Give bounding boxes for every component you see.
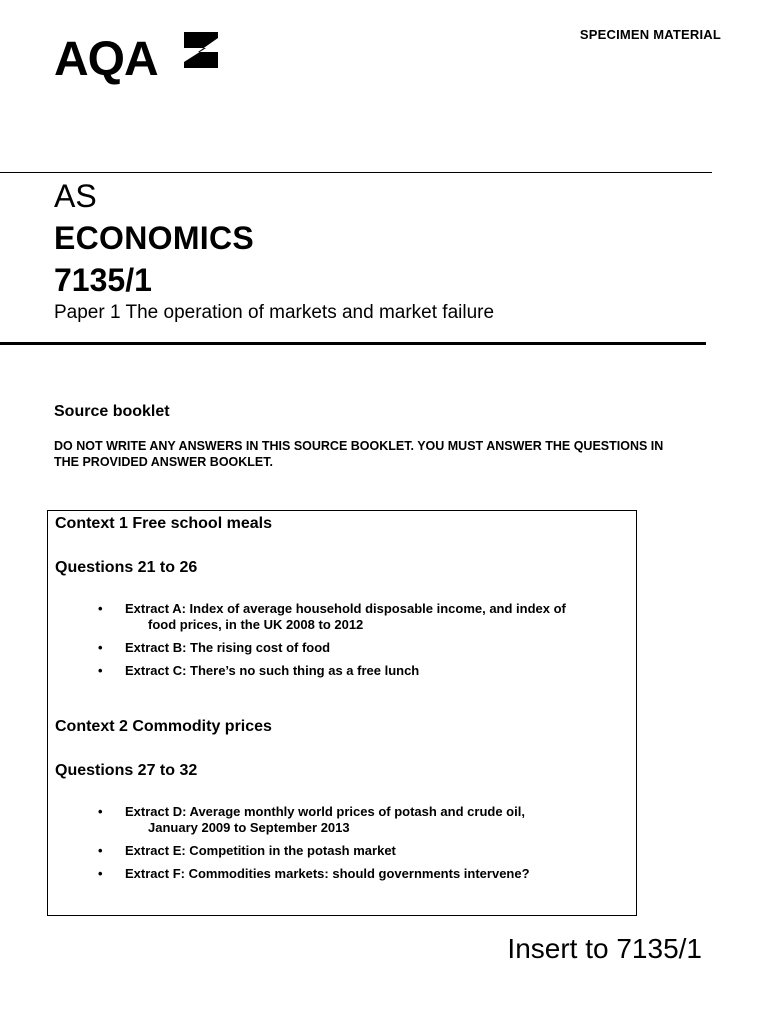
bullet-icon: • [98,640,103,655]
booklet-title: Source booklet [54,403,170,420]
bullet-icon: • [98,663,103,678]
list-item [98,804,618,836]
extract-d-line2: January 2009 to September 2013 [148,820,350,835]
list-item [98,843,618,859]
qualification-level: AS [54,178,97,214]
top-divider [0,172,712,173]
context-1-title: Context 1 Free school meals [55,515,272,532]
list-item [98,640,618,656]
booklet-instruction: DO NOT WRITE ANY ANSWERS IN THIS SOURCE BOOKLET. YOU MUST ANSWER THE QUESTIONS IN THE PROVIDED ANSWER BOOKLET. [54,439,664,469]
bullet-icon: • [98,804,103,819]
extract-c-line1: Extract C: There’s no such thing as a free lunch [125,663,420,678]
subject-title: ECONOMICS [54,220,255,256]
extract-f-line1: Extract F: Commodities markets: should governments intervene? [125,866,530,881]
bottom-divider [0,342,706,345]
contexts-box [47,510,637,916]
context-2-title: Context 2 Commodity prices [55,718,272,735]
specimen-label: SPECIMEN MATERIAL [579,27,721,42]
logo-text: AQA [54,33,158,86]
bullet-icon: • [98,601,103,616]
insert-label: Insert to 7135/1 [507,933,702,964]
paper-code: 7135/1 [54,262,152,298]
context-1-extract-list [98,601,618,686]
logo-mark-icon [180,30,220,70]
extract-a-line2: food prices, in the UK 2008 to 2012 [148,617,364,632]
list-item [98,866,618,882]
list-item [98,663,618,679]
context-2-questions: Questions 27 to 32 [55,762,198,779]
context-1-questions: Questions 21 to 26 [55,559,198,576]
extract-b-line1: Extract B: The rising cost of food [125,640,331,655]
extract-e-line1: Extract E: Competition in the potash market [125,843,396,858]
bullet-icon: • [98,866,103,881]
extract-a-line1: Extract A: Index of average household disposable income, and index of [125,601,566,616]
context-2-extract-list [98,804,618,889]
paper-title: Paper 1 The operation of markets and market failure [54,302,495,323]
list-item [98,601,618,633]
bullet-icon: • [98,843,103,858]
extract-d-line1: Extract D: Average monthly world prices of potash and crude oil, [125,804,525,819]
